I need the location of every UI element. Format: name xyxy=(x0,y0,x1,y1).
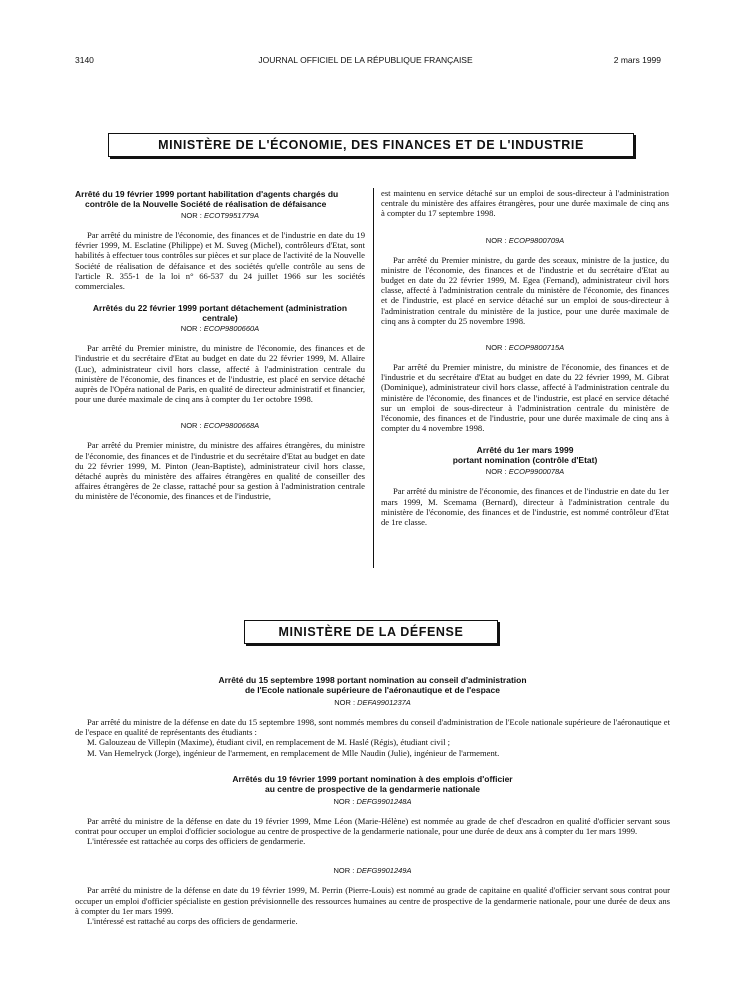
nor-reference: NOR : DEFA9901237A xyxy=(334,698,411,707)
ministry-heading-economie: MINISTÈRE DE L'ÉCONOMIE, DES FINANCES ET DE L'INDUSTRIE xyxy=(108,133,634,157)
arrete-text: Par arrêté du Premier ministre, du garde des sceaux, ministre de la justice, du ministre de l'économie, des finances et de l'industrie et du secrétaire d'Etat au budget en date du 22 février 1999, M. Egea (Fernand), administrateur civil hors classe, affecté à l'administration centrale du ministère de l'économie, des finances et de l'industrie, est placé en service détaché sur un emploi de sous-directeur à l'administration centrale du ministère de la justice, pour une durée maximale de cinq ans à compter du 25 novembre 1998. xyxy=(381,254,669,326)
nor-reference: NOR : ECOP9900078A xyxy=(485,467,565,477)
issue-date: 2 mars 1999 xyxy=(613,55,661,65)
arrete-title: Arrêté du 19 février 1999 portant habilitation d'agents chargés du contrôle de la Nouvelle Société de réalisation de défaisance xyxy=(75,189,339,209)
nor-reference: NOR : ECOP9800709A xyxy=(485,235,565,245)
journal-title: JOURNAL OFFICIEL DE LA RÉPUBLIQUE FRANÇAISE xyxy=(258,55,473,65)
ministry-heading-defense: MINISTÈRE DE LA DÉFENSE xyxy=(244,620,498,644)
appointee-line: M. Van Hemelryck (Jorge), ingénieur de l'armement, en remplacement de Mlle Naudin (Julie), ingénieur de l'armement. xyxy=(87,747,500,758)
nor-reference: NOR : ECOP9800715A xyxy=(485,343,565,353)
nor-reference: NOR : ECOT9951779A xyxy=(181,211,259,220)
arrete-text: est maintenu en service détaché sur un emploi de sous-directeur à l'administration centrale du ministère des affaires étrangères, pour une durée maximale de cinq ans à compter du 17 septembre 1998. xyxy=(381,188,669,219)
nor-reference: NOR : ECOP9800660A xyxy=(180,324,260,334)
arrete-title: Arrêté du 15 septembre 1998 portant nomination au conseil d'administration de l'Ecole nationale supérieure de l'aéronautique et de l'espace xyxy=(218,675,527,695)
arrete-text: Par arrêté du Premier ministre, du ministre de l'économie, des finances et de l'industrie et du secrétaire d'Etat au budget en date du 22 février 1999, M. Gibrat (Dominique), administrateur civil hors classe, affecté à l'administration centrale du ministère de l'économie, des finances et de l'industrie, est placé en service détaché sur un emploi de sous-directeur à l'administration centrale du ministère de l'économie, des finances et de l'industrie, pour une durée maximale de cinq ans à compter du 4 novembre 1998. xyxy=(381,362,669,434)
defense-section xyxy=(75,675,670,926)
page-number: 3140 xyxy=(75,55,94,65)
appointee-line: M. Galouzeau de Villepin (Maxime), étudiant civil, en remplacement de M. Haslé (Régis), étudiant civil ; xyxy=(87,737,451,748)
arrete-title: Arrêtés du 19 février 1999 portant nomination à des emplois d'officier au centre de prospective de la gendarmerie nationale xyxy=(232,773,513,794)
arrete-text: Par arrêté du ministre de l'économie, des finances et de l'industrie en date du 19 février 1999, M. Esclatine (Philippe) et M. Suveg (Michel), contrôleurs d'Etat, sont habilités à effectuer tous contrôles sur pièces et sur place de l'activité de la Nouvelle Société de réalisation de défaisance et des sociétés qu'elle contrôle au sens de l'article R. 355-1 de la loi n° 66-537 du 24 juillet 1966 sur les sociétés commerciales. xyxy=(75,230,365,292)
arrete-text: Par arrêté du Premier ministre, du ministre des affaires étrangères, du ministre de l'économie, des finances et de l'industrie et du secrétaire d'Etat au budget en date du 22 février 1999, M. Pinton (Jean-Baptiste), administrateur civil hors classe, détaché auprès du ministère des affaires étrangères en qualité de conseiller des affaires étrangères de 2e classe, rattaché pour sa gestion à l'administration centrale du ministère de l'économie, des finances et de l'industrie, xyxy=(75,440,365,502)
nor-reference: NOR : ECOP9800668A xyxy=(180,421,260,431)
arrete-text: Par arrêté du ministre de la défense en date du 15 septembre 1998, sont nommés membres du conseil d'administration de l'Ecole nationale supérieure de l'aéronautique et de l'espace en qualité de représentants des étudiants : xyxy=(75,717,670,738)
nor-reference: NOR : DEFG9901248A xyxy=(333,796,412,806)
arrete-text: Par arrêté du ministre de la défense en date du 19 février 1999, Mme Léon (Marie-Hélène) est nommée au grade de chef d'escadron en qualité d'officier servant sous contrat pour occuper un emploi d'officier sociologue au centre de prospective de la gendarmerie nationale, pour une durée de deux ans à compter du 1er mars 1999. xyxy=(75,815,670,837)
arrete-text: Par arrêté du ministre de la défense en date du 19 février 1999, M. Perrin (Pierre-Louis) est nommé au grade de capitaine en qualité d'officier servant sous contrat pour occuper un emploi d'officier spécialiste en gestion prévisionnelle des ressources humaines au centre de prospective de la gendarmerie nationale, pour une durée de deux ans à compter du 1er mars 1999. xyxy=(75,885,670,916)
arrete-text: L'intéressée est rattachée au corps des officiers de gendarmerie. xyxy=(87,836,306,847)
arrete-title: Arrêté du 1er mars 1999 portant nomination (contrôle d'Etat) xyxy=(452,445,598,466)
left-column xyxy=(75,189,365,502)
nor-reference: NOR : DEFG9901249A xyxy=(333,866,412,876)
arrete-text: Par arrêté du ministre de l'économie, des finances et de l'industrie en date du 1er mars 1999, M. Scemama (Bernard), directeur à l'administration centrale du ministère de l'économie, des finances et de l'industrie, est nommé contrôleur d'Etat de 1re classe. xyxy=(381,486,669,528)
column-divider xyxy=(373,188,374,568)
arrete-text: L'intéressé est rattaché au corps des officiers de gendarmerie. xyxy=(87,916,298,927)
right-column xyxy=(381,188,669,527)
arrete-title: Arrêtés du 22 février 1999 portant détachement (administration centrale) xyxy=(92,303,348,324)
arrete-text: Par arrêté du Premier ministre, du ministre de l'économie, des finances et de l'industrie et du secrétaire d'Etat au budget en date du 22 février 1999, M. Allaire (Luc), administrateur civil hors classe, affecté à l'administration centrale du ministère de l'économie, des finances et de l'industrie, est placé en service détaché auprès de l'Opéra national de Paris, en qualité de directeur administratif et financier, pour une durée maximale de cinq ans à compter du 1er octobre 1998. xyxy=(75,343,365,405)
